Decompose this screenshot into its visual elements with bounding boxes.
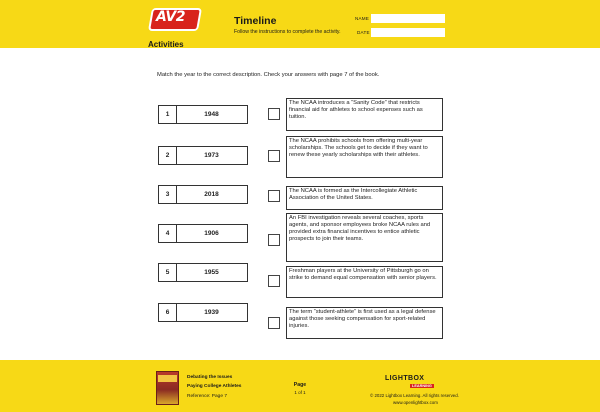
answer-checkbox[interactable] [268,108,280,120]
year-box [158,146,248,165]
publisher-logo: LIGHTBOX [385,375,425,382]
page-title: Timeline [234,15,277,27]
year-number: 4 [159,225,177,242]
answer-checkbox[interactable] [268,234,280,246]
year-number: 2 [159,147,177,164]
year-number: 1 [159,106,177,123]
publisher-sub: LEARNING [412,384,432,388]
year-number: 3 [159,186,177,203]
book-title: Paying College Athletes [187,384,242,389]
page-count: 1 of 1 [294,390,306,395]
year-box [158,224,248,243]
reference: Reference: Page 7 [187,394,228,399]
year-value: 1955 [204,269,219,276]
description-box: The NCAA is formed as the Intercollegiate Athletic Association of the United States. [286,186,443,210]
book-cover-band [158,375,177,382]
description-box: The term “student-athlete” is first used as a legal defense against those seeking compensation for sport-related injuries. [286,307,443,339]
description-box: An FBI investigation reveals several coaches, sports agents, and sponsor employees broke NCAA rules and provided extra financial incentives to entice athletic prospects to join their teams. [286,213,443,262]
website-link[interactable]: www.openlightbox.com [393,400,438,405]
year-number: 5 [159,264,177,281]
instructions: Match the year to the correct description. Check your answers with page 7 of the book. [157,72,380,78]
year-value: 1948 [204,111,219,118]
copyright-text: © 2022 Lightbox Learning. All rights reserved. [370,393,459,398]
year-box [158,263,248,282]
name-field[interactable] [371,14,445,23]
name-label: NAME [355,16,370,21]
year-box [158,185,248,204]
answer-checkbox[interactable] [268,190,280,202]
year-box [158,303,248,322]
page-subtitle: Follow the instructions to complete the activity. [234,29,341,35]
year-value: 2018 [204,191,219,198]
answer-checkbox[interactable] [268,150,280,162]
year-number: 6 [159,304,177,321]
answer-checkbox[interactable] [268,317,280,329]
year-box [158,105,248,124]
description-box: Freshman players at the University of Pittsburgh go on strike to demand equal compensation with senior players. [286,266,443,298]
year-value: 1906 [204,230,219,237]
book-cover-image [156,371,179,405]
series-title: Debating the Issues [187,375,233,380]
av2-logo [146,8,204,49]
year-value: 1973 [204,152,219,159]
answer-checkbox[interactable] [268,275,280,287]
section-label: Activities [148,40,184,49]
date-field[interactable] [371,28,445,37]
page-label: Page [293,382,307,388]
year-value: 1939 [204,309,219,316]
description-box: The NCAA introduces a “Sanity Code” that restricts financial aid for athletes to school expenses such as tuition. [286,98,443,131]
header-band [0,0,600,48]
date-label: DATE [357,30,370,35]
logo-text: AV2 [156,9,185,25]
description-box: The NCAA prohibits schools from offering multi-year scholarships. The schools get to decide if they want to renew these yearly scholarships with their athletes. [286,136,443,178]
